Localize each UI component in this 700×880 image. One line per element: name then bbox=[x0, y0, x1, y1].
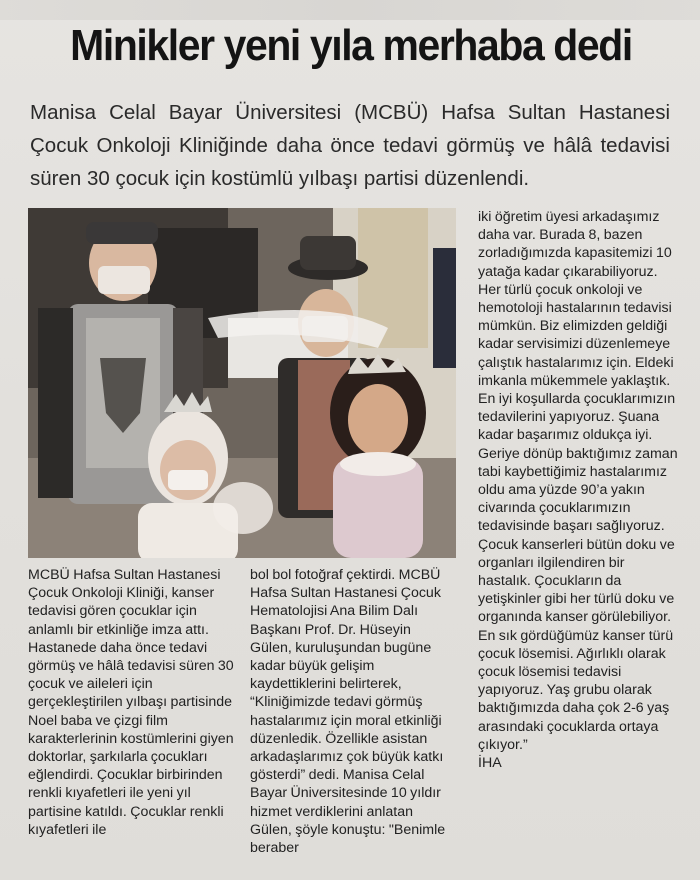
article-lead: Manisa Celal Bayar Üniversitesi (MCBÜ) Hafsa Sultan Hastanesi Çocuk Onkoloji Kliniğinde daha önce tedavi görmüş ve hâlâ tedavisi süren 30 çocuk için kostümlü yılbaşı partisi düzenlendi. bbox=[30, 101, 670, 190]
news-agency-credit: İHA bbox=[478, 755, 502, 772]
article-photo bbox=[28, 208, 456, 558]
body-column-1-text: MCBÜ Hafsa Sultan Hastanesi Çocuk Onkoloji Kliniği, kanser tedavisi gören çocuklar için anlamlı bir etkinliğe imza attı. Hastanede daha önce tedavi görmüş ve hâlâ tedavisi süren 30 çocuk ve aileleri için gerçekleştirilen yılbaşı partisinde Noel baba ve çizgi film karakterlerinin kostümlerini giyen doktorlar, şarkılarla çocukları eğlendirdi. Çocuklar birbirinden renkli kıyafetleri ile yeni yıl partisine katıldı. Çocuklar renkli kıyafetleri ile bbox=[28, 567, 234, 838]
body-column-3-text: iki öğretim üyesi arkadaşımız daha var. Burada 8, bazen zorladığımızda kapasitemizi 10 yatağa kadar çıkarabiliyoruz. Her türlü çocuk onkoloji ve hemotoloji hastalarının tedavisi mümkün. Biz elimizden geldiği kadar servisimizi düzenlemeye çalıştık hastalarımız için. Eldeki imkanla mükemmele yaklaştık. En iyi koşullarda çocuklarımızın tedavilerini yapıyoruz. Şuana kadar başarımız oldukça iyi. Geriye dönüp baktığımız zaman tabi kaybettiğimiz hastalarımız oldu ama yüzde 90’a yakın civarında çocuklarımızın tedavisinde başarı sağlıyoruz. Çocuk kanserleri bütün doku ve organları ilgilendiren bir hastalık. Çocukların da yetişkinler gibi her türlü doku ve organında kanser görülebiliyor. En sık gördüğümüz kanser türü çocuk lösemisi. Ağırlıklı olarak çocuk lösemisi tedavisi yapıyoruz. Yaş grubu olarak baktığımızda daha çok 2-6 yaş arasındaki çocuklarda ortaya çıkıyor.” bbox=[478, 209, 678, 753]
children-costume-photo bbox=[28, 208, 456, 558]
article-headline: Minikler yeni yıla merhaba dedi bbox=[70, 21, 632, 70]
body-column-3 bbox=[478, 208, 678, 772]
bleed-through-strip bbox=[0, 0, 700, 20]
body-column-2-text: bol bol fotoğraf çektirdi. MCBÜ Hafsa Sultan Hastanesi Çocuk Hematolojisi Ana Bilim Dalı Başkanı Prof. Dr. Hüseyin Gülen, kuruluşundan bugüne kadar büyük gelişim kaydettiklerini belirterek, “Kliniğimizde tedavi görmüş hastalarımız için moral etkinliği düzenledik. Özellikle asistan arkadaşlarımız çok büyük katkı gösterdi” dedi. Manisa Celal Bayar Üniversitesinde 10 yıldır hizmet verdiklerini anlatan Gülen, şöyle konuştu: "Benimle beraber bbox=[250, 567, 446, 857]
body-column-2 bbox=[250, 566, 456, 857]
body-column-1 bbox=[28, 566, 234, 839]
